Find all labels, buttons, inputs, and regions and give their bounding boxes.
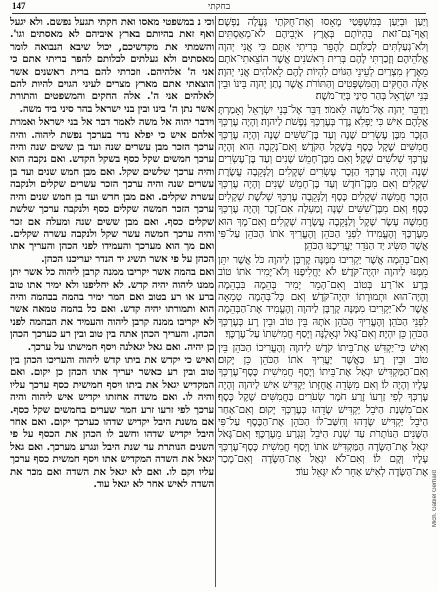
column-divider xyxy=(215,16,216,587)
hebrew-paragraph: וַיְדַבֵּר יְהוָה אֶל־מֹשֶׁה לֵּאמֹר׃ דַּבֵּר אֶל־בְּנֵי יִשְׂרָאֵל וְאָמַרְתָּ אֲלֵהֶם אִישׁ כִּי יַפְלִא נֶדֶר בְּעֶרְכְּךָ נְפָשֹׁת לַיהוָה׃ וְהָיָה עֶרְכְּךָ הַזָּכָר מִבֶּן עֶשְׂרִים שָׁנָה וְעַד בֶּן־שִׁשִּׁים שָׁנָה וְהָיָה עֶרְכְּךָ חֲמִשִּׁים שֶׁקֶל כֶּסֶף בְּשֶׁקֶל הַקֹּדֶשׁ׃ וְאִם־נְקֵבָה הִוא וְהָיָה עֶרְכְּךָ שְׁלֹשִׁים שָׁקֶל׃ וְאִם מִבֶּן־חָמֵשׁ שָׁנִים וְעַד בֶּן־עֶשְׂרִים שָׁנָה וְהָיָה עֶרְכְּךָ הַזָּכָר עֶשְׂרִים שְׁקָלִים וְלַנְּקֵבָה עֲשֶׂרֶת שְׁקָלִים׃ וְאִם מִבֶּן־חֹדֶשׁ וְעַד בֶּן־חָמֵשׁ שָׁנִים וְהָיָה עֶרְכְּךָ הַזָּכָר חֲמִשָּׁה שְׁקָלִים כָּסֶף וְלַנְּקֵבָה עֶרְכְּךָ שְׁלֹשֶׁת שְׁקָלִים כָּסֶף׃ וְאִם מִבֶּן־שִׁשִּׁים שָׁנָה וָמַעְלָה אִם־זָכָר וְהָיָה עֶרְכְּךָ חֲמִשָּׁה עָשָׂר שָׁקֶל וְלַנְּקֵבָה עֲשָׂרָה שְׁקָלִים׃ וְאִם־מָךְ הוּא מֵעֶרְכֶּךָ וְהֶעֱמִידוֹ לִפְנֵי הַכֹּהֵן וְהֶעֱרִיךְ אֹתוֹ הַכֹּהֵן עַל־פִּי אֲשֶׁר תַּשִּׂיג יַד הַנֹּדֵר יַעֲרִיכֶנּוּ הַכֹּהֵן׃ xyxy=(218,103,428,253)
targum-paragraph: ואם בהמה אשר יקריבו ממנה קרבן ליהוה כל אשר יתן ממנו ליהוה יהיה קדש. לא יחליפנו ולא ימיר אתו טוב ברע או רע בטוב ואם המר ימיר בהמה בבהמה והיה הוא ותמורתו יהיה קדש. ואם כל בהמה טמאה אשר לא יקריבו ממנה קרבן ליהוה והעמיד את הבהמה לפני הכהן. והעריך הכהן אתה בין טוב ובין רע כערכך הכהן כן יהיה. ואם גאל יגאלנה ויסף חמישתו על ערכך. xyxy=(10,266,214,353)
hebrew-paragraph: וְאִם־בְּהֵמָה אֲשֶׁר יַקְרִיבוּ מִמֶּנָּה קָרְבָּן לַיהוָה כֹּל אֲשֶׁר יִתֵּן מִמֶּנּוּ לַיהוָה יִהְיֶה־קֹּדֶשׁ׃ לֹא יַחֲלִיפֶנּוּ וְלֹא־יָמִיר אֹתוֹ טוֹב בְּרָע אוֹ־רַע בְּטוֹב וְאִם־הָמֵר יָמִיר בְּהֵמָה בִּבְהֵמָה וְהָיָה־הוּא וּתְמוּרָתוֹ יִהְיֶה־קֹּדֶשׁ׃ וְאִם כָּל־בְּהֵמָה טְמֵאָה אֲשֶׁר לֹא־יַקְרִיבוּ מִמֶּנָּה קָרְבָּן לַיהוָה וְהֶעֱמִיד אֶת־הַבְּהֵמָה לִפְנֵי הַכֹּהֵן׃ וְהֶעֱרִיךְ הַכֹּהֵן אֹתָהּ בֵּין טוֹב וּבֵין רָע כְּעֶרְכְּךָ הַכֹּהֵן כֵּן יִהְיֶה׃ וְאִם־גָּאֹל יִגְאָלֶנָּה וְיָסַף חֲמִישִׁתוֹ עַל־עֶרְכֶּךָ׃ xyxy=(218,253,428,341)
hebrew-paragraph: וְיַעַן וּבְיַעַן בְּמִשְׁפָּטַי מָאָסוּ וְאֶת־חֻקֹּתַי גָּעֲלָה נַפְשָׁם׃ וְאַף־גַּם־זֹאת בִּהְיוֹתָם בְּאֶרֶץ אֹיְבֵיהֶם לֹא־מְאַסְתִּים וְלֹא־גְעַלְתִּים לְכַלֹּתָם לְהָפֵר בְּרִיתִי אִתָּם כִּי אֲנִי יְהוָה אֱלֹהֵיהֶם׃ וְזָכַרְתִּי לָהֶם בְּרִית רִאשֹׁנִים אֲשֶׁר הוֹצֵאתִי־אֹתָם מֵאֶרֶץ מִצְרַיִם לְעֵינֵי הַגּוֹיִם לִהְיוֹת לָהֶם לֵאלֹהִים אֲנִי יְהוָה׃ אֵלֶּה הַחֻקִּים וְהַמִּשְׁפָּטִים וְהַתּוֹרֹת אֲשֶׁר נָתַן יְהוָה בֵּינוֹ וּבֵין בְּנֵי יִשְׂרָאֵל בְּהַר סִינַי בְּיַד־מֹשֶׁה׃ xyxy=(218,16,428,103)
header-rule xyxy=(12,13,426,14)
hebrew-paragraph: וְאִישׁ כִּי־יַקְדִּשׁ אֶת־בֵּיתוֹ קֹדֶשׁ לַיהוָה וְהֶעֱרִיכוֹ הַכֹּהֵן בֵּין טוֹב וּבֵין רָע כַּאֲשֶׁר יַעֲרִיךְ אֹתוֹ הַכֹּהֵן כֵּן יָקוּם׃ וְאִם־הַמַּקְדִּישׁ יִגְאַל אֶת־בֵּיתוֹ וְיָסַף חֲמִישִׁית כֶּסֶף־עֶרְכְּךָ עָלָיו וְהָיָה לוֹ׃ וְאִם מִשְּׂדֵה אֲחֻזָּתוֹ יַקְדִּישׁ אִישׁ לַיהוָה וְהָיָה עֶרְכְּךָ לְפִי זַרְעוֹ זֶרַע חֹמֶר שְׂעֹרִים בַּחֲמִשִּׁים שֶׁקֶל כָּסֶף׃ אִם־מִשְּׁנַת הַיֹּבֵל יַקְדִּישׁ שָׂדֵהוּ כְּעֶרְכְּךָ יָקוּם׃ וְאִם־אַחַר הַיֹּבֵל יַקְדִּישׁ שָׂדֵהוּ וְחִשַּׁב־לוֹ הַכֹּהֵן אֶת־הַכֶּסֶף עַל־פִּי הַשָּׁנִים הַנּוֹתָרֹת עַד שְׁנַת הַיֹּבֵל וְנִגְרַע מֵעֶרְכֶּךָ׃ וְאִם־גָּאֹל יִגְאַל אֶת־הַשָּׂדֶה הַמַּקְדִּישׁ אֹתוֹ וְיָסַף חֲמִשִׁית כֶּסֶף־עֶרְכְּךָ עָלָיו וְקָם לוֹ׃ וְאִם־לֹא יִגְאַל אֶת־הַשָּׂדֶה וְאִם־מָכַר אֶת־הַשָּׂדֶה לְאִישׁ אַחֵר לֹא יִגָּאֵל עוֹד׃ xyxy=(218,341,428,478)
targum-paragraph: וידבר יהוה אל משה לאמר דבר אל בני ישראל ואמרת אלהם איש כי יפלא נדר בערכך נפשת ליהוה. והיה ערכך הזכר מבן עשרים שנה ועד בן ששים שנה והיה ערכך חמשים שקל כסף בשקל הקדש. ואם נקבה הוא והיה ערכך שלשים שקל. ואם מבן חמש שנים ועד בן עשרים שנה והיה ערכך הזכר עשרים שקלים ולנקבה עשרת שקלים. ואם מבן חדש ועד בן חמש שנים והיה ערכך הזכר חמשה שקלים כסף ולנקבה ערכך שלשת שקלים כסף. ואם מבן ששים שנה ומעלה אם זכר והיה ערכך חמשה עשר שקל ולנקבה עשרה שקלים. ואם מך הוא מערכך והעמידו לפני הכהן והעריך אתו הכהן על פי אשר תשיג יד הנדר יעריכנו הכהן. xyxy=(10,116,214,265)
page-header xyxy=(0,0,438,14)
page-number: 147 xyxy=(12,1,26,11)
targum-paragraph: ואיש כי יקדש את ביתו קדש ליהוה והעריכו הכהן בין טוב ובין רע כאשר יעריך אתו הכהן כן יקום. ואם המקדיש יגאל את ביתו ויסף חמישית כסף ערכך עליו והיה לו. ואם משדה אחזתו יקדיש איש ליהוה והיה ערכך לפי זרעו זרע חמר שערים בחמשים שקל כסף. אם משנת היבל יקדיש שדהו כערכך יקום. ואם אחר היבל יקדיש שדהו וחשב לו הכהן את הכסף על פי השנים הנותרת עד שנת היבל ונגרע מערכך. ואם גאל יגאל את השדה המקדיש אתו ויסף חמשית כסף ערכך עליו וקם לו. ואם לא יגאל את השדה ואם מכר את השדה לאיש אחר לא יגאל עוד. xyxy=(10,353,214,491)
running-head: בחקתי xyxy=(207,2,231,12)
hebrew-text-column xyxy=(218,16,428,587)
margin-note: Mich. Gabiel Gerhard xyxy=(432,470,438,528)
targum-column xyxy=(10,16,214,587)
targum-paragraph: וכי נ במשפטי מאסו ואת חקתי תגעל נפשם. ולא יגעל ואף זאת בהיותם בארץ איביהם לא מאסתים וגו'. והשמתי את מקדשיכם, יכול שיבא הנבואה לומר מאסתים ולא געלתים לכלותם להפר בריתי אתם כי אני ה' אלהיהם. וזכרתי להם ברית ראשנים אשר הוצאתי אתם מארץ מצרים לעיני הגוים להיות להם לאלהים אני ה'. אלה החקים והמשפטים והתורת אשר נתן ה' בינו ובין בני ישראל בהר סיני ביד משה. xyxy=(10,16,214,115)
